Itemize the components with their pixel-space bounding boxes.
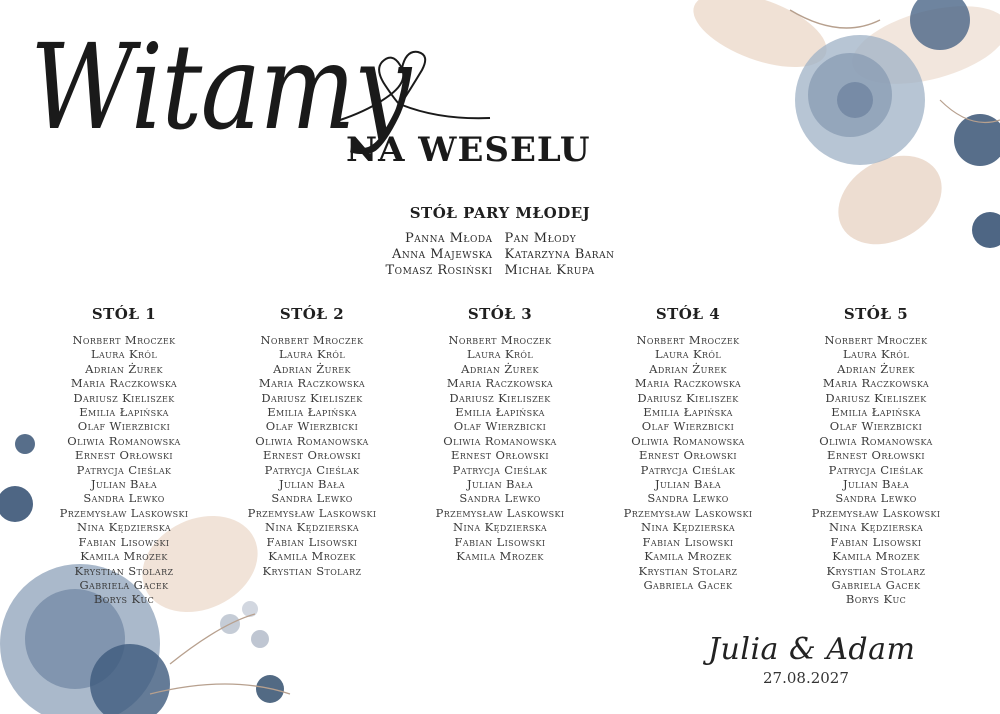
guest-name: Adrian Żurek (273, 361, 351, 376)
guest-name: Julian Bała (466, 477, 533, 492)
guest-name: Oliwia Romanowska (631, 433, 745, 448)
guest-name: Norbert Mroczek (448, 333, 552, 347)
wedding-date: 27.08.2027 (763, 669, 849, 687)
couple-table-left-column (386, 231, 493, 279)
guest-name: Julian Bała (90, 477, 157, 492)
heart-icon (330, 40, 510, 130)
guest-name: Emilia Łapińska (831, 405, 921, 420)
guest-name: Sandra Lewko (647, 491, 729, 506)
guest-name: Sandra Lewko (459, 491, 541, 506)
guest-name: Borys Kuc (93, 592, 155, 607)
couple-guest: Panna Młoda (404, 231, 493, 246)
guest-name: Przemysław Laskowski (435, 505, 565, 520)
couple-guest: Michał Krupa (504, 263, 595, 278)
guest-name: Norbert Mroczek (72, 333, 176, 347)
couple-guest: Anna Majewska (392, 247, 493, 262)
guest-name: Patrycja Cieślak (76, 462, 172, 477)
couple-table (300, 204, 700, 279)
table-4 (594, 305, 782, 607)
guest-name: Emilia Łapińska (455, 405, 545, 420)
guest-name: Laura Król (90, 347, 158, 362)
couple-guest: Tomasz Rosiński (385, 263, 493, 278)
guest-name: Dariusz Kieliszek (825, 390, 927, 405)
title-welcome-script: Witamy (30, 18, 410, 156)
table-title: STÓŁ 4 (655, 305, 721, 323)
guest-name: Ernest Orłowski (263, 448, 361, 463)
guest-name: Laura Król (278, 347, 346, 362)
guest-name: Oliwia Romanowska (819, 433, 933, 448)
guest-name: Emilia Łapińska (643, 405, 733, 420)
guest-name: Kamila Mrozek (268, 549, 356, 564)
guest-name: Julian Bała (842, 477, 909, 492)
guest-name: Maria Raczkowska (258, 376, 366, 391)
guest-name: Oliwia Romanowska (67, 433, 181, 448)
guest-name: Nina Kędzierska (77, 520, 171, 535)
guest-name: Krystian Stolarz (638, 563, 738, 578)
guest-name: Krystian Stolarz (826, 563, 926, 578)
guest-name: Ernest Orłowski (827, 448, 925, 463)
guest-name: Sandra Lewko (835, 491, 917, 506)
guest-name: Julian Bała (654, 477, 721, 492)
guest-name: Sandra Lewko (271, 491, 353, 506)
guest-name: Julian Bała (278, 477, 345, 492)
couple-guest: Pan Młody (504, 231, 577, 246)
guest-name: Norbert Mroczek (260, 333, 364, 347)
guest-name: Kamila Mrozek (456, 549, 544, 564)
guest-name: Krystian Stolarz (262, 563, 362, 578)
table-title: STÓŁ 3 (467, 305, 533, 323)
couple-table-right-column (505, 231, 615, 279)
guest-name: Nina Kędzierska (453, 520, 547, 535)
table-5 (782, 305, 970, 607)
guest-name: Maria Raczkowska (634, 376, 742, 391)
guest-name: Fabian Lisowski (454, 534, 546, 549)
guest-name: Maria Raczkowska (70, 376, 178, 391)
couple-signature: Julia & Adam (708, 632, 916, 667)
guest-name: Adrian Żurek (85, 361, 163, 376)
guest-name: Olaf Wierzbicki (265, 419, 359, 434)
guest-name: Oliwia Romanowska (255, 433, 369, 448)
guest-name: Fabian Lisowski (642, 534, 734, 549)
guest-name: Przemysław Laskowski (59, 505, 189, 520)
guest-name: Przemysław Laskowski (247, 505, 377, 520)
table-title: STÓŁ 5 (843, 305, 909, 323)
guest-name: Patrycja Cieślak (640, 462, 736, 477)
table-title: STÓŁ 2 (279, 305, 345, 323)
table-3 (406, 305, 594, 607)
couple-guest: Katarzyna Baran (504, 247, 615, 262)
guest-name: Olaf Wierzbicki (453, 419, 547, 434)
guest-tables (30, 305, 970, 607)
guest-name: Laura Król (466, 347, 534, 362)
guest-name: Kamila Mrozek (644, 549, 732, 564)
guest-name: Emilia Łapińska (267, 405, 357, 420)
guest-name: Sandra Lewko (83, 491, 165, 506)
couple-table-title: STÓŁ PARY MŁODEJ (409, 204, 591, 222)
guest-name: Dariusz Kieliszek (637, 390, 739, 405)
guest-name: Patrycja Cieślak (828, 462, 924, 477)
guest-name: Maria Raczkowska (822, 376, 930, 391)
guest-name: Fabian Lisowski (78, 534, 170, 549)
table-2 (218, 305, 406, 607)
guest-name: Patrycja Cieślak (452, 462, 548, 477)
guest-name: Kamila Mrozek (80, 549, 168, 564)
guest-name: Przemysław Laskowski (623, 505, 753, 520)
guest-name: Laura Król (654, 347, 722, 362)
guest-name: Laura Król (842, 347, 910, 362)
guest-name: Przemysław Laskowski (811, 505, 941, 520)
guest-name: Olaf Wierzbicki (641, 419, 735, 434)
guest-name: Olaf Wierzbicki (829, 419, 923, 434)
guest-name: Oliwia Romanowska (443, 433, 557, 448)
guest-name: Nina Kędzierska (641, 520, 735, 535)
guest-name: Norbert Mroczek (636, 333, 740, 347)
guest-name: Nina Kędzierska (265, 520, 359, 535)
guest-name: Krystian Stolarz (74, 563, 174, 578)
guest-name: Olaf Wierzbicki (77, 419, 171, 434)
guest-name: Dariusz Kieliszek (73, 390, 175, 405)
guest-name: Adrian Żurek (461, 361, 539, 376)
table-title: STÓŁ 1 (91, 305, 157, 323)
guest-name: Kamila Mrozek (832, 549, 920, 564)
guest-name: Dariusz Kieliszek (449, 390, 551, 405)
guest-name: Gabriela Gacek (79, 577, 169, 592)
guest-name: Adrian Żurek (837, 361, 915, 376)
guest-name: Maria Raczkowska (446, 376, 554, 391)
guest-name: Nina Kędzierska (829, 520, 923, 535)
guest-name: Norbert Mroczek (824, 333, 928, 347)
table-1 (30, 305, 218, 607)
guest-name: Ernest Orłowski (451, 448, 549, 463)
guest-name: Patrycja Cieślak (264, 462, 360, 477)
guest-name: Adrian Żurek (649, 361, 727, 376)
guest-name: Ernest Orłowski (639, 448, 737, 463)
guest-name: Fabian Lisowski (830, 534, 922, 549)
guest-name: Fabian Lisowski (266, 534, 358, 549)
guest-name: Gabriela Gacek (831, 577, 921, 592)
guest-name: Emilia Łapińska (79, 405, 169, 420)
guest-name: Gabriela Gacek (643, 577, 733, 592)
guest-name: Dariusz Kieliszek (261, 390, 363, 405)
title-subtitle: NA WESELU (346, 130, 591, 170)
guest-name: Borys Kuc (845, 592, 907, 607)
guest-name: Ernest Orłowski (75, 448, 173, 463)
